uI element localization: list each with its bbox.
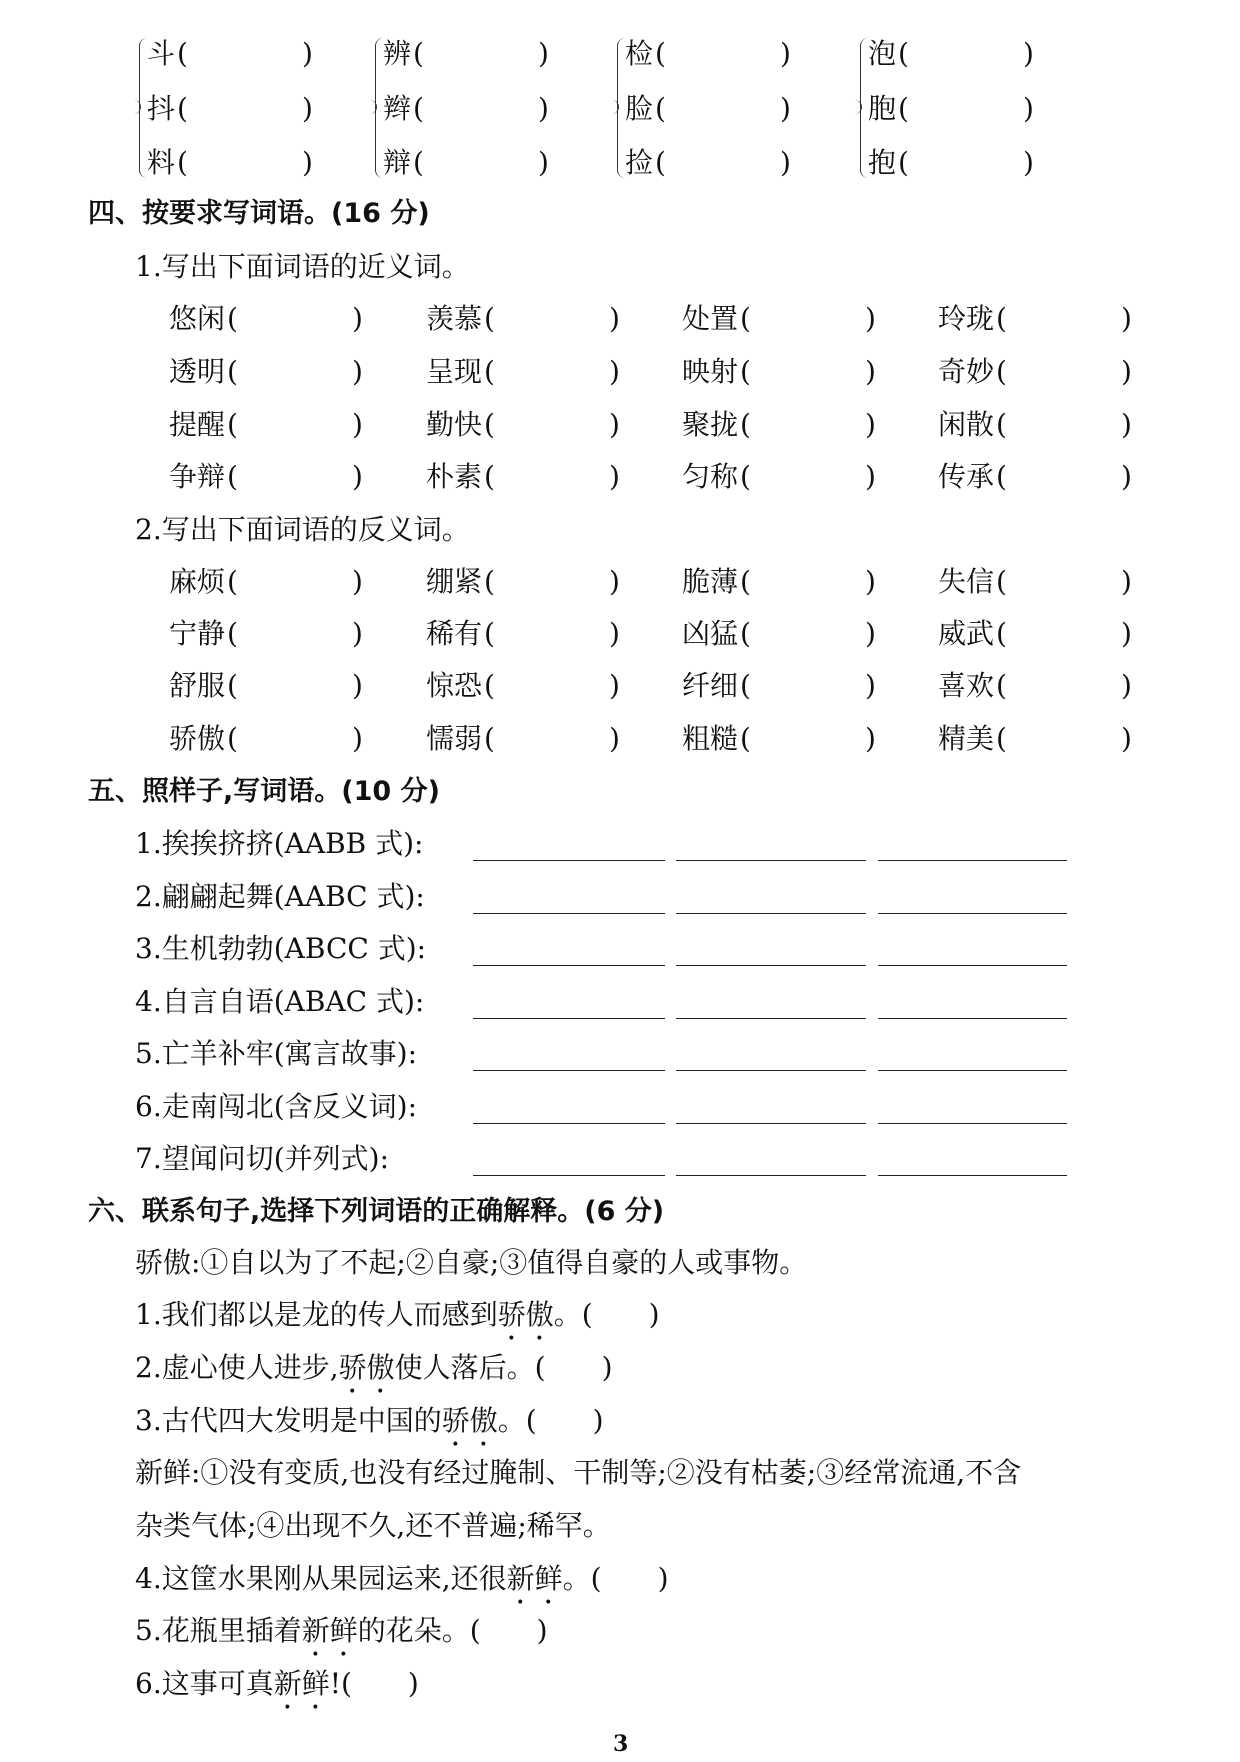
- close-paren: ): [609, 460, 620, 493]
- word: 舒服: [169, 669, 226, 702]
- word: 纤细: [682, 669, 739, 702]
- open-paren: (: [227, 408, 238, 441]
- emphasized-word: 新鲜: [273, 1667, 330, 1700]
- answer-line[interactable]: [473, 965, 665, 966]
- question-item: [135, 1403, 604, 1453]
- section-heading: 五、照样子,写词语。(10 分): [88, 776, 440, 807]
- answer-line[interactable]: [473, 1018, 665, 1019]
- word: 匀称: [682, 460, 739, 493]
- close-paren: ): [1121, 302, 1132, 335]
- open-paren: (: [898, 92, 909, 125]
- close-paren: ): [302, 92, 313, 125]
- open-paren: (: [740, 460, 751, 493]
- page-number: 3: [613, 1731, 629, 1757]
- group-char: 斗: [147, 37, 176, 70]
- answer-line[interactable]: [878, 1175, 1067, 1176]
- question-text: 1.我们都以是龙的传人而感到: [135, 1298, 498, 1331]
- open-paren: (: [484, 460, 495, 493]
- word: 脆薄: [682, 565, 739, 598]
- close-paren: ): [609, 565, 620, 598]
- sub-prompt: 2.写出下面词语的反义词。: [135, 513, 470, 546]
- answer-line[interactable]: [473, 1175, 665, 1176]
- close-paren: ): [609, 355, 620, 388]
- group-char: 抖: [147, 92, 176, 125]
- open-paren: (: [740, 669, 751, 702]
- question-text: 6.这事可真: [135, 1667, 274, 1700]
- close-paren: ): [1023, 92, 1034, 125]
- close-paren: ): [609, 408, 620, 441]
- close-paren: ): [1121, 617, 1132, 650]
- question-item: [135, 1297, 660, 1347]
- open-paren: (: [740, 408, 751, 441]
- word: 骄傲: [169, 722, 226, 755]
- question-text: 。( ): [553, 1298, 660, 1331]
- word: 争辩: [169, 460, 226, 493]
- exercise-item: 6.走南闯北(含反义词):: [135, 1089, 417, 1123]
- answer-line[interactable]: [473, 913, 665, 914]
- group-char: 脸: [625, 92, 654, 125]
- open-paren: (: [655, 92, 666, 125]
- close-paren: ): [865, 669, 876, 702]
- answer-line[interactable]: [878, 913, 1067, 914]
- close-paren: ): [302, 146, 313, 179]
- close-paren: ): [1121, 355, 1132, 388]
- answer-line[interactable]: [676, 1070, 866, 1071]
- close-paren: ): [352, 617, 363, 650]
- answer-line[interactable]: [878, 965, 1067, 966]
- close-paren: ): [352, 408, 363, 441]
- open-paren: (: [898, 37, 909, 70]
- open-paren: (: [740, 617, 751, 650]
- close-paren: ): [1121, 669, 1132, 702]
- word: 失信: [938, 565, 995, 598]
- close-paren: ): [609, 722, 620, 755]
- emphasized-word: 骄傲: [497, 1298, 554, 1331]
- close-paren: ): [865, 408, 876, 441]
- question-item: [135, 1350, 613, 1400]
- definition: 杂类气体;④出现不久,还不普遍;稀罕。: [135, 1509, 611, 1542]
- open-paren: (: [484, 617, 495, 650]
- open-paren: (: [740, 565, 751, 598]
- open-paren: (: [413, 146, 424, 179]
- word: 惊恐: [426, 669, 483, 702]
- close-paren: ): [352, 302, 363, 335]
- word: 绷紧: [426, 565, 483, 598]
- answer-line[interactable]: [676, 1018, 866, 1019]
- emphasized-word: 新鲜: [506, 1562, 563, 1595]
- open-paren: (: [177, 92, 188, 125]
- open-paren: (: [227, 565, 238, 598]
- open-paren: (: [484, 669, 495, 702]
- close-paren: ): [538, 92, 549, 125]
- open-paren: (: [996, 460, 1007, 493]
- close-paren: ): [865, 355, 876, 388]
- open-paren: (: [655, 37, 666, 70]
- open-paren: (: [484, 408, 495, 441]
- word: 闲散: [938, 408, 995, 441]
- word: 传承: [938, 460, 995, 493]
- open-paren: (: [413, 92, 424, 125]
- word: 羡慕: [426, 302, 483, 335]
- answer-line[interactable]: [676, 1175, 866, 1176]
- word: 懦弱: [426, 722, 483, 755]
- word: 稀有: [426, 617, 483, 650]
- close-paren: ): [352, 460, 363, 493]
- emphasized-word: 骄傲: [441, 1404, 498, 1437]
- close-paren: ): [1023, 37, 1034, 70]
- answer-line[interactable]: [473, 860, 665, 861]
- open-paren: (: [740, 722, 751, 755]
- open-paren: (: [227, 669, 238, 702]
- word: 精美: [938, 722, 995, 755]
- close-paren: ): [1121, 722, 1132, 755]
- open-paren: (: [996, 565, 1007, 598]
- open-paren: (: [996, 355, 1007, 388]
- open-paren: (: [484, 565, 495, 598]
- close-paren: ): [1121, 408, 1132, 441]
- close-paren: ): [538, 146, 549, 179]
- answer-line[interactable]: [878, 1018, 1067, 1019]
- question-text: 3.古代四大发明是中国的: [135, 1404, 442, 1437]
- close-paren: ): [352, 565, 363, 598]
- close-paren: ): [352, 722, 363, 755]
- open-paren: (: [177, 146, 188, 179]
- close-paren: ): [865, 302, 876, 335]
- close-paren: ): [609, 302, 620, 335]
- question-text: !( ): [329, 1667, 419, 1700]
- close-paren: ): [609, 617, 620, 650]
- answer-line[interactable]: [676, 913, 866, 914]
- group-char: 料: [147, 146, 176, 179]
- section-heading: 四、按要求写词语。(16 分): [88, 198, 430, 229]
- close-paren: ): [865, 460, 876, 493]
- open-paren: (: [227, 722, 238, 755]
- close-paren: ): [1023, 146, 1034, 179]
- open-paren: (: [484, 355, 495, 388]
- word: 呈现: [426, 355, 483, 388]
- open-paren: (: [227, 355, 238, 388]
- close-paren: ): [302, 37, 313, 70]
- exercise-item: 3.生机勃勃(ABCC 式):: [135, 932, 427, 965]
- exercise-item: 4.自言自语(ABAC 式):: [135, 984, 425, 1018]
- group-char: 辨: [383, 37, 412, 70]
- word: 麻烦: [169, 565, 226, 598]
- word: 透明: [169, 355, 226, 388]
- word: 宁静: [169, 617, 226, 650]
- question-text: 的花朵。( ): [357, 1614, 548, 1647]
- emphasized-word: 骄傲: [338, 1351, 395, 1384]
- group-char: 捡: [625, 146, 654, 179]
- group-char: 检: [625, 37, 654, 70]
- question-text: 5.花瓶里插着: [135, 1614, 302, 1647]
- word: 处置: [682, 302, 739, 335]
- open-paren: (: [996, 408, 1007, 441]
- question-text: 4.这筐水果刚从果园运来,还很: [135, 1562, 507, 1595]
- close-paren: ): [609, 669, 620, 702]
- open-paren: (: [898, 146, 909, 179]
- word: 玲珑: [938, 302, 995, 335]
- word: 喜欢: [938, 669, 995, 702]
- question-text: 2.虚心使人进步,: [135, 1351, 339, 1384]
- open-paren: (: [227, 302, 238, 335]
- close-paren: ): [780, 146, 791, 179]
- question-item: [135, 1561, 669, 1611]
- open-paren: (: [996, 617, 1007, 650]
- group-char: 胞: [868, 92, 897, 125]
- exercise-item: 5.亡羊补牢(寓言故事):: [135, 1037, 417, 1070]
- answer-line[interactable]: [676, 965, 866, 966]
- question-text: 。( ): [497, 1404, 604, 1437]
- definition: 新鲜:①没有变质,也没有经过腌制、干制等;②没有枯萎;③经常流通,不含: [135, 1456, 1022, 1489]
- open-paren: (: [227, 460, 238, 493]
- open-paren: (: [177, 37, 188, 70]
- open-paren: (: [413, 37, 424, 70]
- close-paren: ): [538, 37, 549, 70]
- close-paren: ): [1121, 460, 1132, 493]
- word: 粗糙: [682, 722, 739, 755]
- question-item: [135, 1666, 419, 1716]
- close-paren: ): [352, 669, 363, 702]
- group-char: 泡: [868, 37, 897, 70]
- word: 朴素: [426, 460, 483, 493]
- open-paren: (: [655, 146, 666, 179]
- question-item: [135, 1613, 548, 1663]
- open-paren: (: [484, 722, 495, 755]
- word: 提醒: [169, 408, 226, 441]
- open-paren: (: [740, 302, 751, 335]
- answer-line[interactable]: [676, 1123, 866, 1124]
- answer-line[interactable]: [473, 1070, 665, 1071]
- open-paren: (: [740, 355, 751, 388]
- exercise-item: 7.望闻问切(并列式):: [135, 1142, 389, 1175]
- close-paren: ): [780, 37, 791, 70]
- sub-prompt: 1.写出下面词语的近义词。: [135, 250, 470, 283]
- answer-line[interactable]: [878, 1123, 1067, 1124]
- answer-line[interactable]: [676, 860, 866, 861]
- open-paren: (: [996, 302, 1007, 335]
- close-paren: ): [865, 565, 876, 598]
- answer-line[interactable]: [878, 860, 1067, 861]
- question-text: 使人落后。( ): [394, 1351, 613, 1384]
- answer-line[interactable]: [878, 1070, 1067, 1071]
- open-paren: (: [227, 617, 238, 650]
- close-paren: ): [865, 722, 876, 755]
- close-paren: ): [865, 617, 876, 650]
- close-paren: ): [780, 92, 791, 125]
- word: 勤快: [426, 408, 483, 441]
- group-char: 辫: [383, 92, 412, 125]
- open-paren: (: [484, 302, 495, 335]
- exercise-item: 1.挨挨挤挤(AABB 式):: [135, 827, 424, 860]
- word: 聚拢: [682, 408, 739, 441]
- emphasized-word: 新鲜: [301, 1614, 358, 1647]
- word: 威武: [938, 617, 995, 650]
- close-paren: ): [352, 355, 363, 388]
- group-char: 抱: [868, 146, 897, 179]
- answer-line[interactable]: [473, 1123, 665, 1124]
- definition: 骄傲:①自以为了不起;②自豪;③值得自豪的人或事物。: [135, 1246, 808, 1279]
- word: 奇妙: [938, 355, 995, 388]
- question-text: 。( ): [562, 1562, 669, 1595]
- word: 映射: [682, 355, 739, 388]
- section-heading: 六、联系句子,选择下列词语的正确解释。(6 分): [88, 1196, 665, 1227]
- word: 凶猛: [682, 617, 739, 650]
- close-paren: ): [1121, 565, 1132, 598]
- open-paren: (: [996, 669, 1007, 702]
- open-paren: (: [996, 722, 1007, 755]
- group-char: 辩: [383, 146, 412, 179]
- word: 悠闲: [169, 302, 226, 335]
- exercise-item: 2.翩翩起舞(AABC 式):: [135, 879, 425, 913]
